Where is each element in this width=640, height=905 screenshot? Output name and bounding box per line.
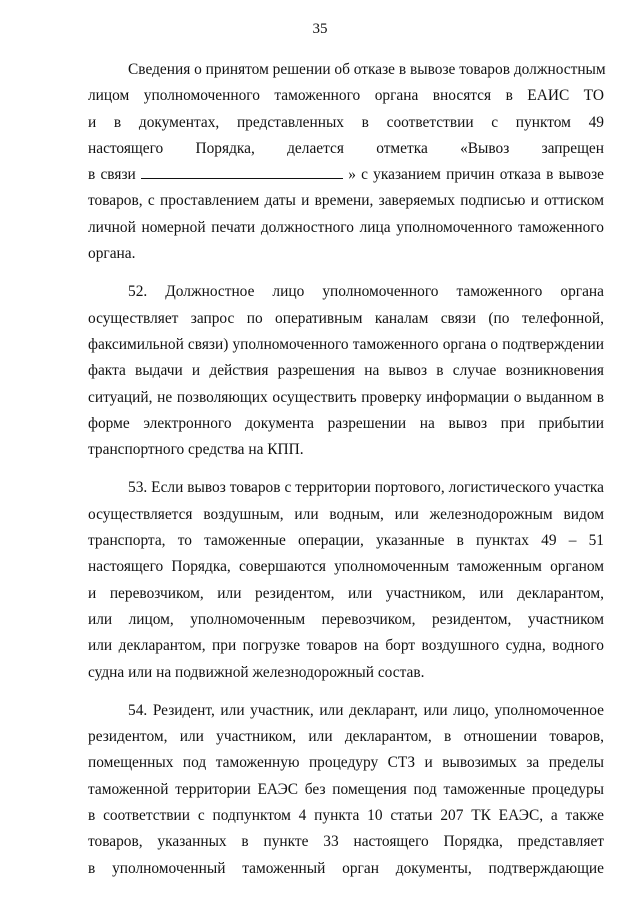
text-line: личной номерной печати должностного лица уполномоченного таможенного xyxy=(88,218,604,236)
paragraph-52 xyxy=(88,279,604,463)
text-line: осуществляется воздушным, или водным, или железнодорожным видом xyxy=(88,505,604,523)
fill-in-blank xyxy=(141,163,343,179)
text-line: и в документах, представленных в соответствии с пунктом 49 xyxy=(88,113,604,131)
text-line: факта выдачи и действия разрешения на вывоз в случае возникновения xyxy=(88,362,604,380)
text-line: транспорта, то таможенные операции, указанные в пунктах 49 – 51 xyxy=(88,532,604,550)
text-line: или лицом, уполномоченным перевозчиком, резидентом, участником xyxy=(88,610,604,628)
paragraph-54 xyxy=(88,698,604,882)
text-line: 52. Должностное лицо уполномоченного таможенного органа xyxy=(128,283,604,301)
paragraph-refusal-info xyxy=(88,57,604,267)
text-line: товаров, указанных в пункте 33 настоящего Порядка, представляет xyxy=(88,833,604,851)
text-line: в соответствии с подпунктом 4 пункта 10 статьи 207 ТК ЕАЭС, а также xyxy=(88,807,604,825)
text-line: 53. Если вывоз товаров с территории портового, логистического участка xyxy=(128,479,604,497)
blank-prefix: в связи xyxy=(88,166,136,184)
text-line: или декларантом, при погрузке товаров на борт воздушного судна, водного xyxy=(88,637,604,655)
text-line: лицом уполномоченного таможенного органа вносятся в ЕАИС ТО xyxy=(88,87,604,105)
page-text xyxy=(88,57,604,882)
text-line: органа. xyxy=(88,245,136,263)
text-line: Сведения о принятом решении об отказе в вывозе товаров должностным xyxy=(128,61,606,78)
paragraph-53 xyxy=(88,475,604,685)
text-line: осуществляет запрос по оперативным каналам связи (по телефонной, xyxy=(88,309,604,327)
text-line: резидентом, или участником, или декларантом, в отношении товаров, xyxy=(88,728,604,746)
text-line: настоящего Порядка, совершаются уполномоченным таможенным органом xyxy=(88,558,604,576)
text-line: товаров, с проставлением даты и времени, заверяемых подписью и оттиском xyxy=(88,192,604,210)
text-line-with-blank xyxy=(88,162,604,188)
page-number: 35 xyxy=(312,21,328,37)
text-line: ситуаций, не позволяющих осуществить проверку информации о выданном в xyxy=(88,388,604,406)
text-line: 54. Резидент, или участник, или декларант, или лицо, уполномоченное xyxy=(128,701,604,719)
text-line: таможенной территории ЕАЭС без помещения под таможенные процедуры xyxy=(88,780,604,798)
text-line: транспортного средства на КПП. xyxy=(88,441,304,459)
text-line: в уполномоченный таможенный орган документы, подтверждающие xyxy=(88,859,604,877)
text-line: помещенных под таможенную процедуру СТЗ и вывозимых за пределы xyxy=(88,754,604,772)
text-line: факсимильной связи) уполномоченного таможенного органа о подтверждении xyxy=(88,335,604,353)
text-line: форме электронного документа разрешении на вывоз при прибытии xyxy=(88,414,604,432)
text-line: и перевозчиком, или резидентом, или участником, или декларантом, xyxy=(88,584,604,602)
text-line: настоящего Порядка, делается отметка «Вывоз запрещен xyxy=(88,139,604,157)
blank-suffix: » с указанием причин отказа в вывозе xyxy=(348,166,604,184)
text-line: судна или на подвижной железнодорожный состав. xyxy=(88,663,425,681)
